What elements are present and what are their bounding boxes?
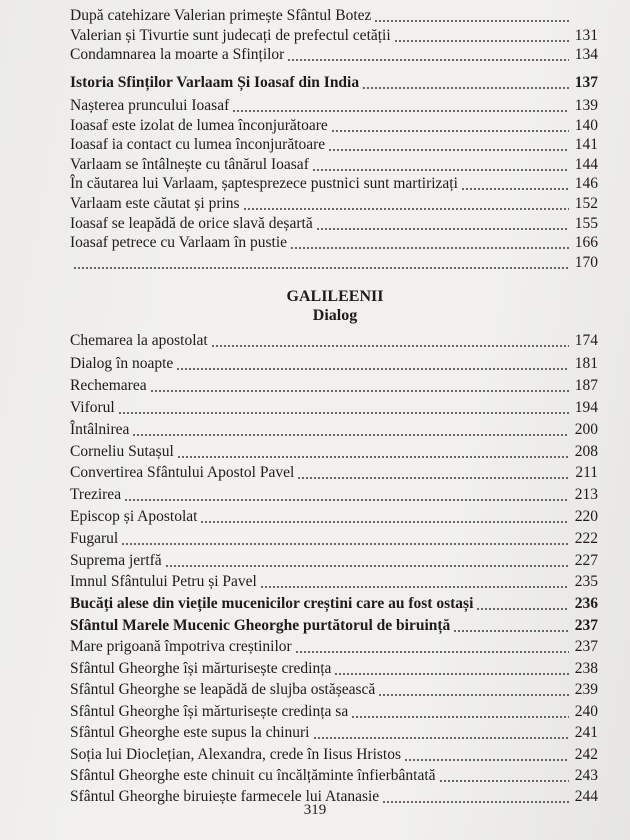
dot-leader (150, 390, 569, 392)
toc-entry-page: 235 (574, 573, 598, 590)
toc-entry-page: 144 (574, 156, 598, 173)
toc-entry-page: 141 (574, 136, 598, 153)
toc-entry (70, 463, 598, 483)
toc-entry (70, 594, 598, 614)
toc-entry-page: 244 (574, 788, 598, 805)
toc-entry (70, 637, 598, 657)
dot-leader (176, 368, 568, 370)
toc-entry-title: Fugarul (70, 530, 119, 547)
dot-leader (378, 694, 568, 696)
toc-entry-page: 146 (574, 175, 598, 192)
dot-leader (331, 130, 569, 132)
dot-leader (439, 780, 569, 782)
dot-leader (362, 87, 569, 89)
toc-entry (70, 6, 598, 26)
toc-entry-title: Imnul Sfântului Petru și Pavel (70, 573, 257, 590)
toc-entry-page: 131 (574, 27, 598, 44)
dot-leader (453, 630, 568, 632)
toc-entry-page: 181 (574, 355, 598, 372)
dot-leader (461, 188, 569, 190)
toc-entry-title: Varlaam este căutat și prins (70, 195, 240, 212)
toc-entry-title: În căutarea lui Varlaam, șaptesprezece pustnici sunt martirizați (70, 175, 458, 192)
dot-leader (177, 456, 569, 458)
toc-entry-title: Suprema jertfă (70, 552, 162, 569)
toc-entry-page: 240 (574, 703, 598, 720)
toc-entry (70, 354, 598, 374)
toc-entry-page: 242 (574, 746, 598, 763)
toc-entry-page: 237 (574, 638, 598, 655)
toc-entry-page: 220 (574, 508, 598, 525)
toc-entry-page: 187 (574, 377, 598, 394)
toc-entry (70, 659, 598, 679)
toc-entry-title: Sfântul Gheorghe își mărturisește credința (70, 660, 332, 677)
toc-entry-page: 213 (574, 486, 598, 503)
toc-entry-title: Rechemarea (70, 377, 147, 394)
toc-entry-title: Nașterea pruncului Ioasaf (70, 97, 230, 114)
toc-entry-title: Ioasaf se leapădă de orice slavă deșartă (70, 215, 313, 232)
dot-leader (351, 716, 569, 718)
toc-entry-title: Episcop și Apostolat (70, 508, 198, 525)
toc-entry-page: 139 (574, 97, 598, 114)
dot-leader (295, 651, 569, 653)
dot-leader (165, 565, 569, 567)
dot-leader (404, 759, 569, 761)
dot-leader (121, 543, 569, 545)
toc-entry-title: Varlaam se întâlnește cu tânărul Ioasaf (70, 156, 309, 173)
toc-entry (70, 485, 598, 505)
toc-entry (70, 702, 598, 722)
toc-entry-page: 211 (575, 464, 598, 481)
toc-entry-title: Sfântul Gheorghe biruiește farmecele lui Atanasie (70, 788, 380, 805)
section-subtitle: Dialog (312, 307, 358, 324)
toc-entry-title: Ioasaf petrece cu Varlaam în pustie (70, 234, 288, 251)
toc-entry (70, 214, 598, 234)
toc-entry-page: 243 (574, 767, 598, 784)
toc-entry (70, 233, 598, 253)
toc-entry-page: 208 (574, 443, 598, 460)
dot-leader (118, 412, 569, 414)
toc-entry-page: 237 (574, 617, 598, 634)
dot-leader (476, 608, 568, 610)
dot-leader (297, 477, 569, 479)
toc-entry-title: Convertirea Sfântului Apostol Pavel (70, 464, 295, 481)
toc-entry-title: Trezirea (70, 486, 122, 503)
toc-entry-title: Bucăți alese din viețile mucenicilor creștini care au fost ostași (70, 595, 474, 612)
dot-leader (124, 499, 569, 501)
toc-entry-page: 236 (574, 595, 598, 612)
dot-leader (260, 586, 569, 588)
toc-entry-page: 194 (574, 399, 598, 416)
toc-entry-title: Valerian și Tivurtie sunt judecați de prefectul cetății (70, 27, 391, 44)
toc-entry (70, 551, 598, 571)
dot-leader (73, 267, 569, 269)
toc-entry-page: 238 (574, 660, 598, 677)
toc-entry-title: Ioasaf este izolat de lumea înconjurătoare (70, 117, 328, 134)
toc-entry (70, 398, 598, 418)
toc-entry (70, 420, 598, 440)
toc-entry-page: 166 (574, 234, 598, 251)
toc-entry (70, 253, 598, 273)
toc-entry-page: 140 (574, 117, 598, 134)
toc-entry-title: Corneliu Sutașul (70, 443, 174, 460)
dot-leader (211, 345, 569, 347)
dot-leader (328, 149, 569, 151)
dot-leader (290, 247, 569, 249)
toc-entry (70, 616, 598, 636)
dot-leader (200, 521, 568, 523)
toc-entry (70, 376, 598, 396)
toc-entry-title: Sfântul Gheorghe este chinuit cu încălțăminte înfierbântată (70, 767, 436, 784)
toc-entry-title: Întâlnirea (70, 421, 130, 438)
toc-entry-title: Dialog în noapte (70, 355, 174, 372)
toc-entry (70, 96, 598, 116)
toc-entry-page: 227 (574, 552, 598, 569)
toc-entry-page: 200 (574, 421, 598, 438)
toc-entry-title: Ioasaf ia contact cu lumea înconjurătoare (70, 136, 326, 153)
toc-entry (70, 680, 598, 700)
toc-entry-page: 155 (574, 215, 598, 232)
toc-entry-page: 239 (574, 681, 598, 698)
toc-entry (70, 572, 598, 592)
toc-entry-page: 174 (574, 332, 598, 349)
toc-entry (70, 155, 598, 175)
dot-leader (243, 208, 569, 210)
toc-entry-page: 137 (574, 74, 598, 91)
toc-entry-title: Viforul (70, 399, 115, 416)
toc-entry (70, 442, 598, 462)
toc-entry-page: 170 (574, 254, 598, 271)
toc-entry (70, 331, 598, 351)
toc-entry (70, 116, 598, 136)
toc-entry (70, 529, 598, 549)
toc-entry (70, 507, 598, 527)
toc-entry (70, 745, 598, 765)
toc-entry (70, 45, 598, 65)
toc-entry-title: Condamnarea la moarte a Sfinților (70, 46, 285, 63)
toc-entry (70, 174, 598, 194)
toc-entry (70, 723, 598, 743)
toc-entry-title: Sfântul Gheorghe își mărturisește credința sa (70, 703, 349, 720)
toc-entry (70, 26, 598, 46)
toc-entry-title: Soția lui Dioclețian, Alexandra, crede în Iisus Hristos (70, 746, 402, 763)
toc-entry (70, 766, 598, 786)
page-number: 319 (303, 802, 327, 818)
dot-leader (232, 110, 569, 112)
toc-entry-title: Chemarea la apostolat (70, 332, 208, 349)
dot-leader (334, 673, 568, 675)
toc-entry-page: 134 (574, 46, 598, 63)
toc-entry-title: Sfântul Marele Mucenic Gheorghe purtătorul de biruință (70, 617, 451, 634)
toc-entry-title: Mare prigoană împotriva creștinilor (70, 638, 292, 655)
dot-leader (316, 228, 569, 230)
toc-entry-title: Sfântul Gheorghe se leapădă de slujba ostășească (70, 681, 376, 698)
toc-entry-page: 222 (574, 530, 598, 547)
dot-leader (394, 40, 569, 42)
dot-leader (374, 20, 570, 22)
toc-entry (70, 73, 598, 93)
dot-leader (312, 169, 569, 171)
toc-entry (70, 135, 598, 155)
toc-entry-title: Sfântul Gheorghe este supus la chinuri (70, 724, 310, 741)
toc-entry (70, 194, 598, 214)
toc-entry-page: 241 (574, 724, 598, 741)
section-title: GALILEENII (286, 288, 384, 305)
dot-leader (313, 737, 569, 739)
dot-leader (132, 434, 568, 436)
dot-leader (287, 59, 568, 61)
toc-entry-title: După catehizare Valerian primește Sfântul Botez (70, 7, 372, 24)
toc-entry-title: Istoria Sfinților Varlaam Și Ioasaf din India (70, 74, 360, 91)
toc-entry-page: 152 (574, 195, 598, 212)
